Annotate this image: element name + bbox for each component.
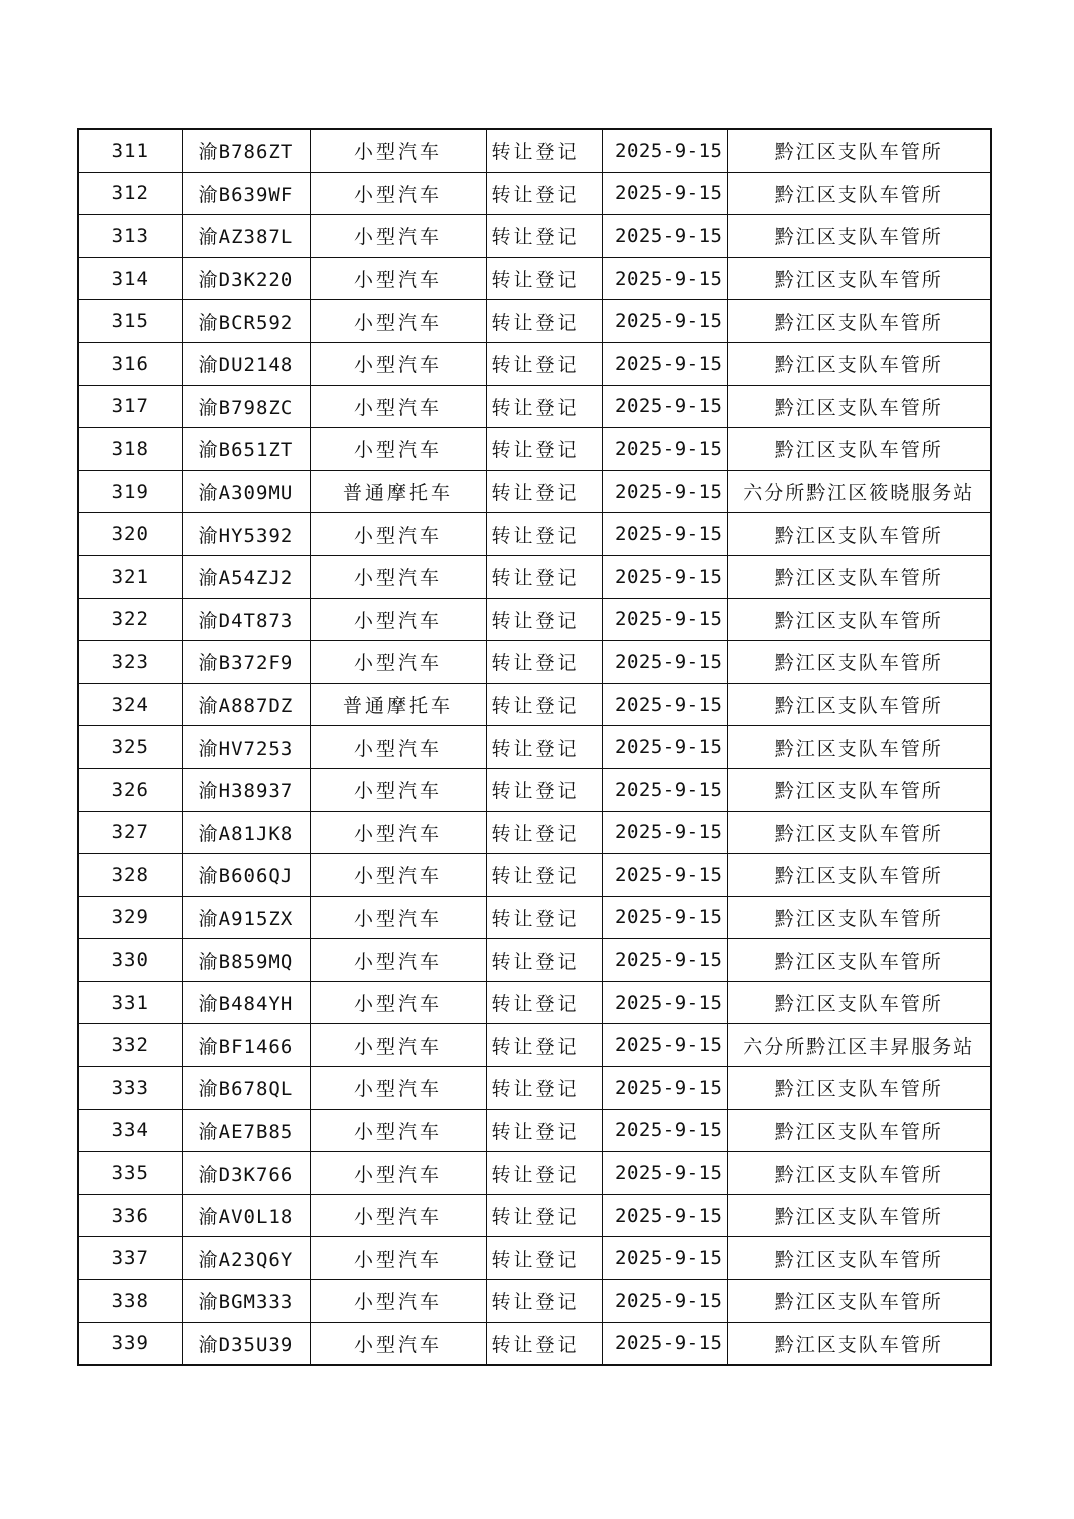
office-cell: 黔江区支队车管所 [727, 1152, 991, 1195]
date-cell: 2025-9-15 [602, 342, 727, 385]
operation-cell: 转让登记 [486, 683, 602, 726]
date-cell: 2025-9-15 [602, 1237, 727, 1280]
table-row [78, 1067, 991, 1110]
vehicle-type-cell: 小型汽车 [310, 726, 486, 769]
office-cell: 黔江区支队车管所 [727, 129, 991, 172]
office-cell: 黔江区支队车管所 [727, 598, 991, 641]
table-row [78, 811, 991, 854]
date-cell: 2025-9-15 [602, 1067, 727, 1110]
vehicle-type-cell: 小型汽车 [310, 342, 486, 385]
row-number-cell: 333 [78, 1067, 182, 1110]
date-cell: 2025-9-15 [602, 300, 727, 343]
operation-cell: 转让登记 [486, 768, 602, 811]
row-number-cell: 323 [78, 641, 182, 684]
operation-cell: 转让登记 [486, 1237, 602, 1280]
date-cell: 2025-9-15 [602, 172, 727, 215]
vehicle-type-cell: 小型汽车 [310, 939, 486, 982]
row-number-cell: 325 [78, 726, 182, 769]
table-row [78, 470, 991, 513]
row-number-cell: 337 [78, 1237, 182, 1280]
date-cell: 2025-9-15 [602, 555, 727, 598]
row-number-cell: 324 [78, 683, 182, 726]
row-number-cell: 330 [78, 939, 182, 982]
plate-number-cell: 渝BGM333 [182, 1280, 310, 1323]
office-cell: 黔江区支队车管所 [727, 342, 991, 385]
date-cell: 2025-9-15 [602, 981, 727, 1024]
vehicle-type-cell: 小型汽车 [310, 428, 486, 471]
office-cell: 黔江区支队车管所 [727, 1280, 991, 1323]
date-cell: 2025-9-15 [602, 683, 727, 726]
vehicle-type-cell: 小型汽车 [310, 598, 486, 641]
row-number-cell: 332 [78, 1024, 182, 1067]
plate-number-cell: 渝B786ZT [182, 129, 310, 172]
date-cell: 2025-9-15 [602, 1194, 727, 1237]
date-cell: 2025-9-15 [602, 598, 727, 641]
table-row [78, 385, 991, 428]
row-number-cell: 314 [78, 257, 182, 300]
vehicle-type-cell: 小型汽车 [310, 555, 486, 598]
office-cell: 黔江区支队车管所 [727, 726, 991, 769]
date-cell: 2025-9-15 [602, 811, 727, 854]
operation-cell: 转让登记 [486, 896, 602, 939]
plate-number-cell: 渝B606QJ [182, 854, 310, 897]
vehicle-type-cell: 普通摩托车 [310, 470, 486, 513]
date-cell: 2025-9-15 [602, 385, 727, 428]
office-cell: 黔江区支队车管所 [727, 172, 991, 215]
plate-number-cell: 渝BF1466 [182, 1024, 310, 1067]
table-row [78, 896, 991, 939]
date-cell: 2025-9-15 [602, 513, 727, 556]
plate-number-cell: 渝AV0L18 [182, 1194, 310, 1237]
office-cell: 黔江区支队车管所 [727, 1109, 991, 1152]
table-row [78, 1024, 991, 1067]
table-row [78, 1237, 991, 1280]
row-number-cell: 312 [78, 172, 182, 215]
row-number-cell: 336 [78, 1194, 182, 1237]
table-row [78, 129, 991, 172]
operation-cell: 转让登记 [486, 555, 602, 598]
plate-number-cell: 渝D35U39 [182, 1322, 310, 1365]
operation-cell: 转让登记 [486, 1067, 602, 1110]
vehicle-type-cell: 小型汽车 [310, 129, 486, 172]
office-cell: 黔江区支队车管所 [727, 854, 991, 897]
operation-cell: 转让登记 [486, 257, 602, 300]
plate-number-cell: 渝B372F9 [182, 641, 310, 684]
plate-number-cell: 渝A915ZX [182, 896, 310, 939]
operation-cell: 转让登记 [486, 428, 602, 471]
operation-cell: 转让登记 [486, 641, 602, 684]
plate-number-cell: 渝AZ387L [182, 215, 310, 258]
office-cell: 黔江区支队车管所 [727, 641, 991, 684]
plate-number-cell: 渝A23Q6Y [182, 1237, 310, 1280]
table-row [78, 768, 991, 811]
office-cell: 黔江区支队车管所 [727, 215, 991, 258]
plate-number-cell: 渝D3K220 [182, 257, 310, 300]
vehicle-type-cell: 小型汽车 [310, 641, 486, 684]
vehicle-type-cell: 小型汽车 [310, 215, 486, 258]
operation-cell: 转让登记 [486, 172, 602, 215]
operation-cell: 转让登记 [486, 1109, 602, 1152]
plate-number-cell: 渝BCR592 [182, 300, 310, 343]
table-row [78, 1322, 991, 1365]
table-row [78, 342, 991, 385]
vehicle-type-cell: 小型汽车 [310, 257, 486, 300]
table-row [78, 428, 991, 471]
date-cell: 2025-9-15 [602, 854, 727, 897]
row-number-cell: 318 [78, 428, 182, 471]
date-cell: 2025-9-15 [602, 215, 727, 258]
vehicle-type-cell: 小型汽车 [310, 1237, 486, 1280]
office-cell: 黔江区支队车管所 [727, 1067, 991, 1110]
office-cell: 黔江区支队车管所 [727, 555, 991, 598]
date-cell: 2025-9-15 [602, 129, 727, 172]
vehicle-type-cell: 小型汽车 [310, 1109, 486, 1152]
plate-number-cell: 渝B651ZT [182, 428, 310, 471]
operation-cell: 转让登记 [486, 981, 602, 1024]
vehicle-type-cell: 小型汽车 [310, 300, 486, 343]
office-cell: 黔江区支队车管所 [727, 939, 991, 982]
plate-number-cell: 渝A309MU [182, 470, 310, 513]
plate-number-cell: 渝HV7253 [182, 726, 310, 769]
office-cell: 黔江区支队车管所 [727, 385, 991, 428]
operation-cell: 转让登记 [486, 215, 602, 258]
operation-cell: 转让登记 [486, 1194, 602, 1237]
row-number-cell: 311 [78, 129, 182, 172]
row-number-cell: 328 [78, 854, 182, 897]
date-cell: 2025-9-15 [602, 641, 727, 684]
office-cell: 黔江区支队车管所 [727, 1237, 991, 1280]
vehicle-type-cell: 小型汽车 [310, 981, 486, 1024]
plate-number-cell: 渝AE7B85 [182, 1109, 310, 1152]
office-cell: 黔江区支队车管所 [727, 1322, 991, 1365]
row-number-cell: 326 [78, 768, 182, 811]
plate-number-cell: 渝B678QL [182, 1067, 310, 1110]
operation-cell: 转让登记 [486, 1152, 602, 1195]
operation-cell: 转让登记 [486, 1024, 602, 1067]
operation-cell: 转让登记 [486, 129, 602, 172]
table-row [78, 513, 991, 556]
date-cell: 2025-9-15 [602, 939, 727, 982]
table-row [78, 1109, 991, 1152]
plate-number-cell: 渝H38937 [182, 768, 310, 811]
office-cell: 黔江区支队车管所 [727, 768, 991, 811]
office-cell: 六分所黔江区筱晓服务站 [727, 470, 991, 513]
vehicle-type-cell: 小型汽车 [310, 172, 486, 215]
table-row [78, 1152, 991, 1195]
row-number-cell: 339 [78, 1322, 182, 1365]
row-number-cell: 335 [78, 1152, 182, 1195]
row-number-cell: 329 [78, 896, 182, 939]
operation-cell: 转让登记 [486, 1322, 602, 1365]
vehicle-type-cell: 普通摩托车 [310, 683, 486, 726]
date-cell: 2025-9-15 [602, 428, 727, 471]
table-row [78, 257, 991, 300]
row-number-cell: 320 [78, 513, 182, 556]
date-cell: 2025-9-15 [602, 1322, 727, 1365]
date-cell: 2025-9-15 [602, 768, 727, 811]
operation-cell: 转让登记 [486, 1280, 602, 1323]
table-row [78, 726, 991, 769]
date-cell: 2025-9-15 [602, 470, 727, 513]
row-number-cell: 331 [78, 981, 182, 1024]
vehicle-type-cell: 小型汽车 [310, 1152, 486, 1195]
date-cell: 2025-9-15 [602, 1024, 727, 1067]
operation-cell: 转让登记 [486, 811, 602, 854]
plate-number-cell: 渝HY5392 [182, 513, 310, 556]
operation-cell: 转让登记 [486, 939, 602, 982]
operation-cell: 转让登记 [486, 385, 602, 428]
plate-number-cell: 渝A54ZJ2 [182, 555, 310, 598]
row-number-cell: 319 [78, 470, 182, 513]
vehicle-type-cell: 小型汽车 [310, 385, 486, 428]
office-cell: 六分所黔江区丰昇服务站 [727, 1024, 991, 1067]
office-cell: 黔江区支队车管所 [727, 811, 991, 854]
office-cell: 黔江区支队车管所 [727, 257, 991, 300]
plate-number-cell: 渝A887DZ [182, 683, 310, 726]
row-number-cell: 317 [78, 385, 182, 428]
table-row [78, 939, 991, 982]
office-cell: 黔江区支队车管所 [727, 300, 991, 343]
office-cell: 黔江区支队车管所 [727, 1194, 991, 1237]
operation-cell: 转让登记 [486, 854, 602, 897]
operation-cell: 转让登记 [486, 513, 602, 556]
operation-cell: 转让登记 [486, 300, 602, 343]
row-number-cell: 316 [78, 342, 182, 385]
plate-number-cell: 渝B859MQ [182, 939, 310, 982]
vehicle-type-cell: 小型汽车 [310, 1322, 486, 1365]
office-cell: 黔江区支队车管所 [727, 513, 991, 556]
table-row [78, 641, 991, 684]
row-number-cell: 322 [78, 598, 182, 641]
date-cell: 2025-9-15 [602, 257, 727, 300]
operation-cell: 转让登记 [486, 726, 602, 769]
registration-table [77, 128, 992, 1366]
row-number-cell: 327 [78, 811, 182, 854]
vehicle-type-cell: 小型汽车 [310, 1280, 486, 1323]
vehicle-type-cell: 小型汽车 [310, 1067, 486, 1110]
table-row [78, 215, 991, 258]
row-number-cell: 315 [78, 300, 182, 343]
plate-number-cell: 渝A81JK8 [182, 811, 310, 854]
table-row [78, 1280, 991, 1323]
table-row [78, 172, 991, 215]
table-row [78, 683, 991, 726]
office-cell: 黔江区支队车管所 [727, 683, 991, 726]
date-cell: 2025-9-15 [602, 726, 727, 769]
vehicle-type-cell: 小型汽车 [310, 1194, 486, 1237]
date-cell: 2025-9-15 [602, 1109, 727, 1152]
plate-number-cell: 渝B639WF [182, 172, 310, 215]
operation-cell: 转让登记 [486, 470, 602, 513]
vehicle-type-cell: 小型汽车 [310, 768, 486, 811]
office-cell: 黔江区支队车管所 [727, 981, 991, 1024]
operation-cell: 转让登记 [486, 598, 602, 641]
plate-number-cell: 渝B798ZC [182, 385, 310, 428]
vehicle-type-cell: 小型汽车 [310, 513, 486, 556]
date-cell: 2025-9-15 [602, 1280, 727, 1323]
table-row [78, 598, 991, 641]
office-cell: 黔江区支队车管所 [727, 896, 991, 939]
date-cell: 2025-9-15 [602, 1152, 727, 1195]
plate-number-cell: 渝D3K766 [182, 1152, 310, 1195]
operation-cell: 转让登记 [486, 342, 602, 385]
date-cell: 2025-9-15 [602, 896, 727, 939]
office-cell: 黔江区支队车管所 [727, 428, 991, 471]
plate-number-cell: 渝B484YH [182, 981, 310, 1024]
table-row [78, 1194, 991, 1237]
vehicle-type-cell: 小型汽车 [310, 896, 486, 939]
vehicle-type-cell: 小型汽车 [310, 1024, 486, 1067]
row-number-cell: 321 [78, 555, 182, 598]
table-row [78, 854, 991, 897]
plate-number-cell: 渝D4T873 [182, 598, 310, 641]
plate-number-cell: 渝DU2148 [182, 342, 310, 385]
table-row [78, 981, 991, 1024]
vehicle-type-cell: 小型汽车 [310, 811, 486, 854]
vehicle-type-cell: 小型汽车 [310, 854, 486, 897]
table-row [78, 300, 991, 343]
row-number-cell: 313 [78, 215, 182, 258]
table-body [78, 129, 991, 1365]
row-number-cell: 338 [78, 1280, 182, 1323]
table-row [78, 555, 991, 598]
row-number-cell: 334 [78, 1109, 182, 1152]
